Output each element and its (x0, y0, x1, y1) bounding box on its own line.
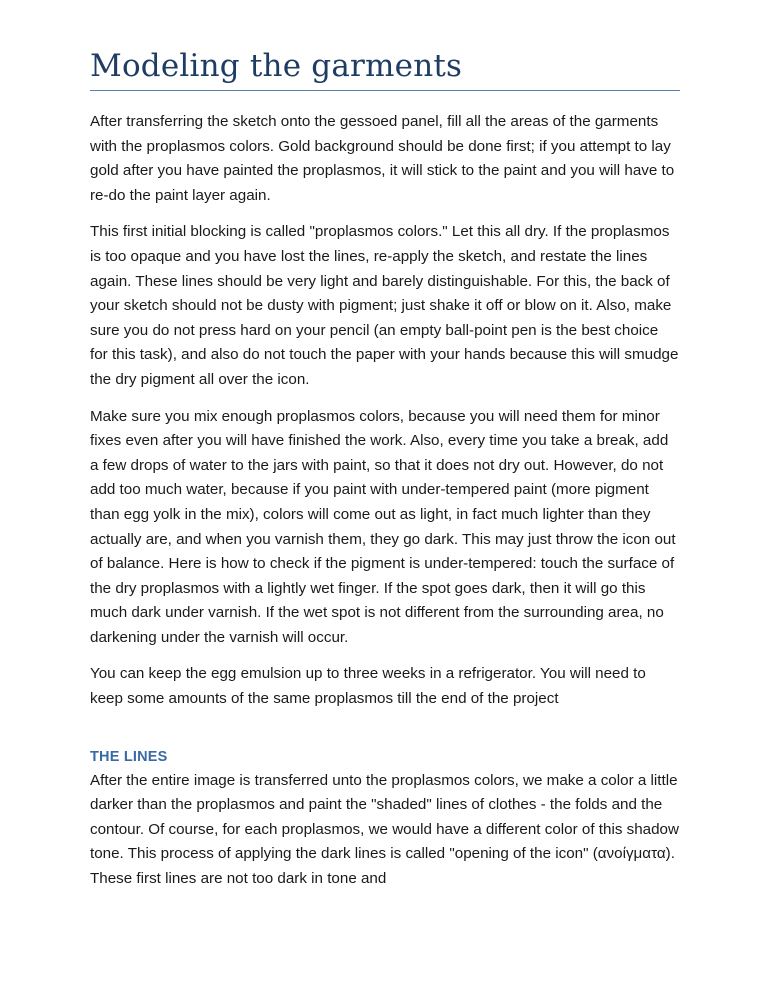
section-heading-the-lines: THE LINES (90, 748, 168, 765)
page-title: Modeling the garments (90, 40, 680, 91)
body-paragraph-4: You can keep the egg emulsion up to three weeks in a refrigerator. You will need to keep some amounts of the same proplasmos till the end of the project (90, 665, 646, 708)
body-paragraph-3: Make sure you mix enough proplasmos colors, because you will need them for minor fixes even after you will have finished the work. Also, every time you take a break, add a few drops of water to the jars with paint, so that it does not dry out. However, do not add too much water, because if you paint with under-tempered paint (more pigment than egg yolk in the mix), colors will come out as light, in fact much lighter than they actually are, and when you varnish them, they go dark. This may just throw the icon out of balance. Here is how to check if the pigment is under-tempered: touch the surface of the dry proplasmos with a lightly wet finger. If the spot goes dark, then it will go this much dark under varnish. If the wet spot is not different from the surrounding area, no darkening under the varnish will occur. (90, 407, 676, 646)
body-paragraph-2: This first initial blocking is called "proplasmos colors." Let this all dry. If the proplasmos is too opaque and you have lost the lines, re-apply the sketch, and restate the lines again. These lines should be very light and barely distinguishable. For this, the back of your sketch should not be dusty with pigment; just shake it off or blow on it. Also, make sure you do not press hard on your pencil (an empty ball-point pen is the best choice for this task), and also do not touch the paper with your hands because this will smudge the dry pigment all over the icon. (90, 223, 679, 388)
section-paragraph: After the entire image is transferred unto the proplasmos colors, we make a color a little darker than the proplasmos and paint the "shaded" lines of clothes - the folds and the contour. Of course, for each proplasmos, we would have a different color of this shadow tone. This process of applying the dark lines is called "opening of the icon" (ανοίγματα). These first lines are not too dark in tone and (90, 771, 679, 888)
body-paragraph-1: After transferring the sketch onto the gessoed panel, fill all the areas of the garments with the proplasmos colors. Gold background should be done first; if you attempt to lay gold after you have painted the proplasmos, it will stick to the paint and you will have to re-do the paint layer again. (90, 113, 675, 204)
document-page (90, 40, 680, 892)
